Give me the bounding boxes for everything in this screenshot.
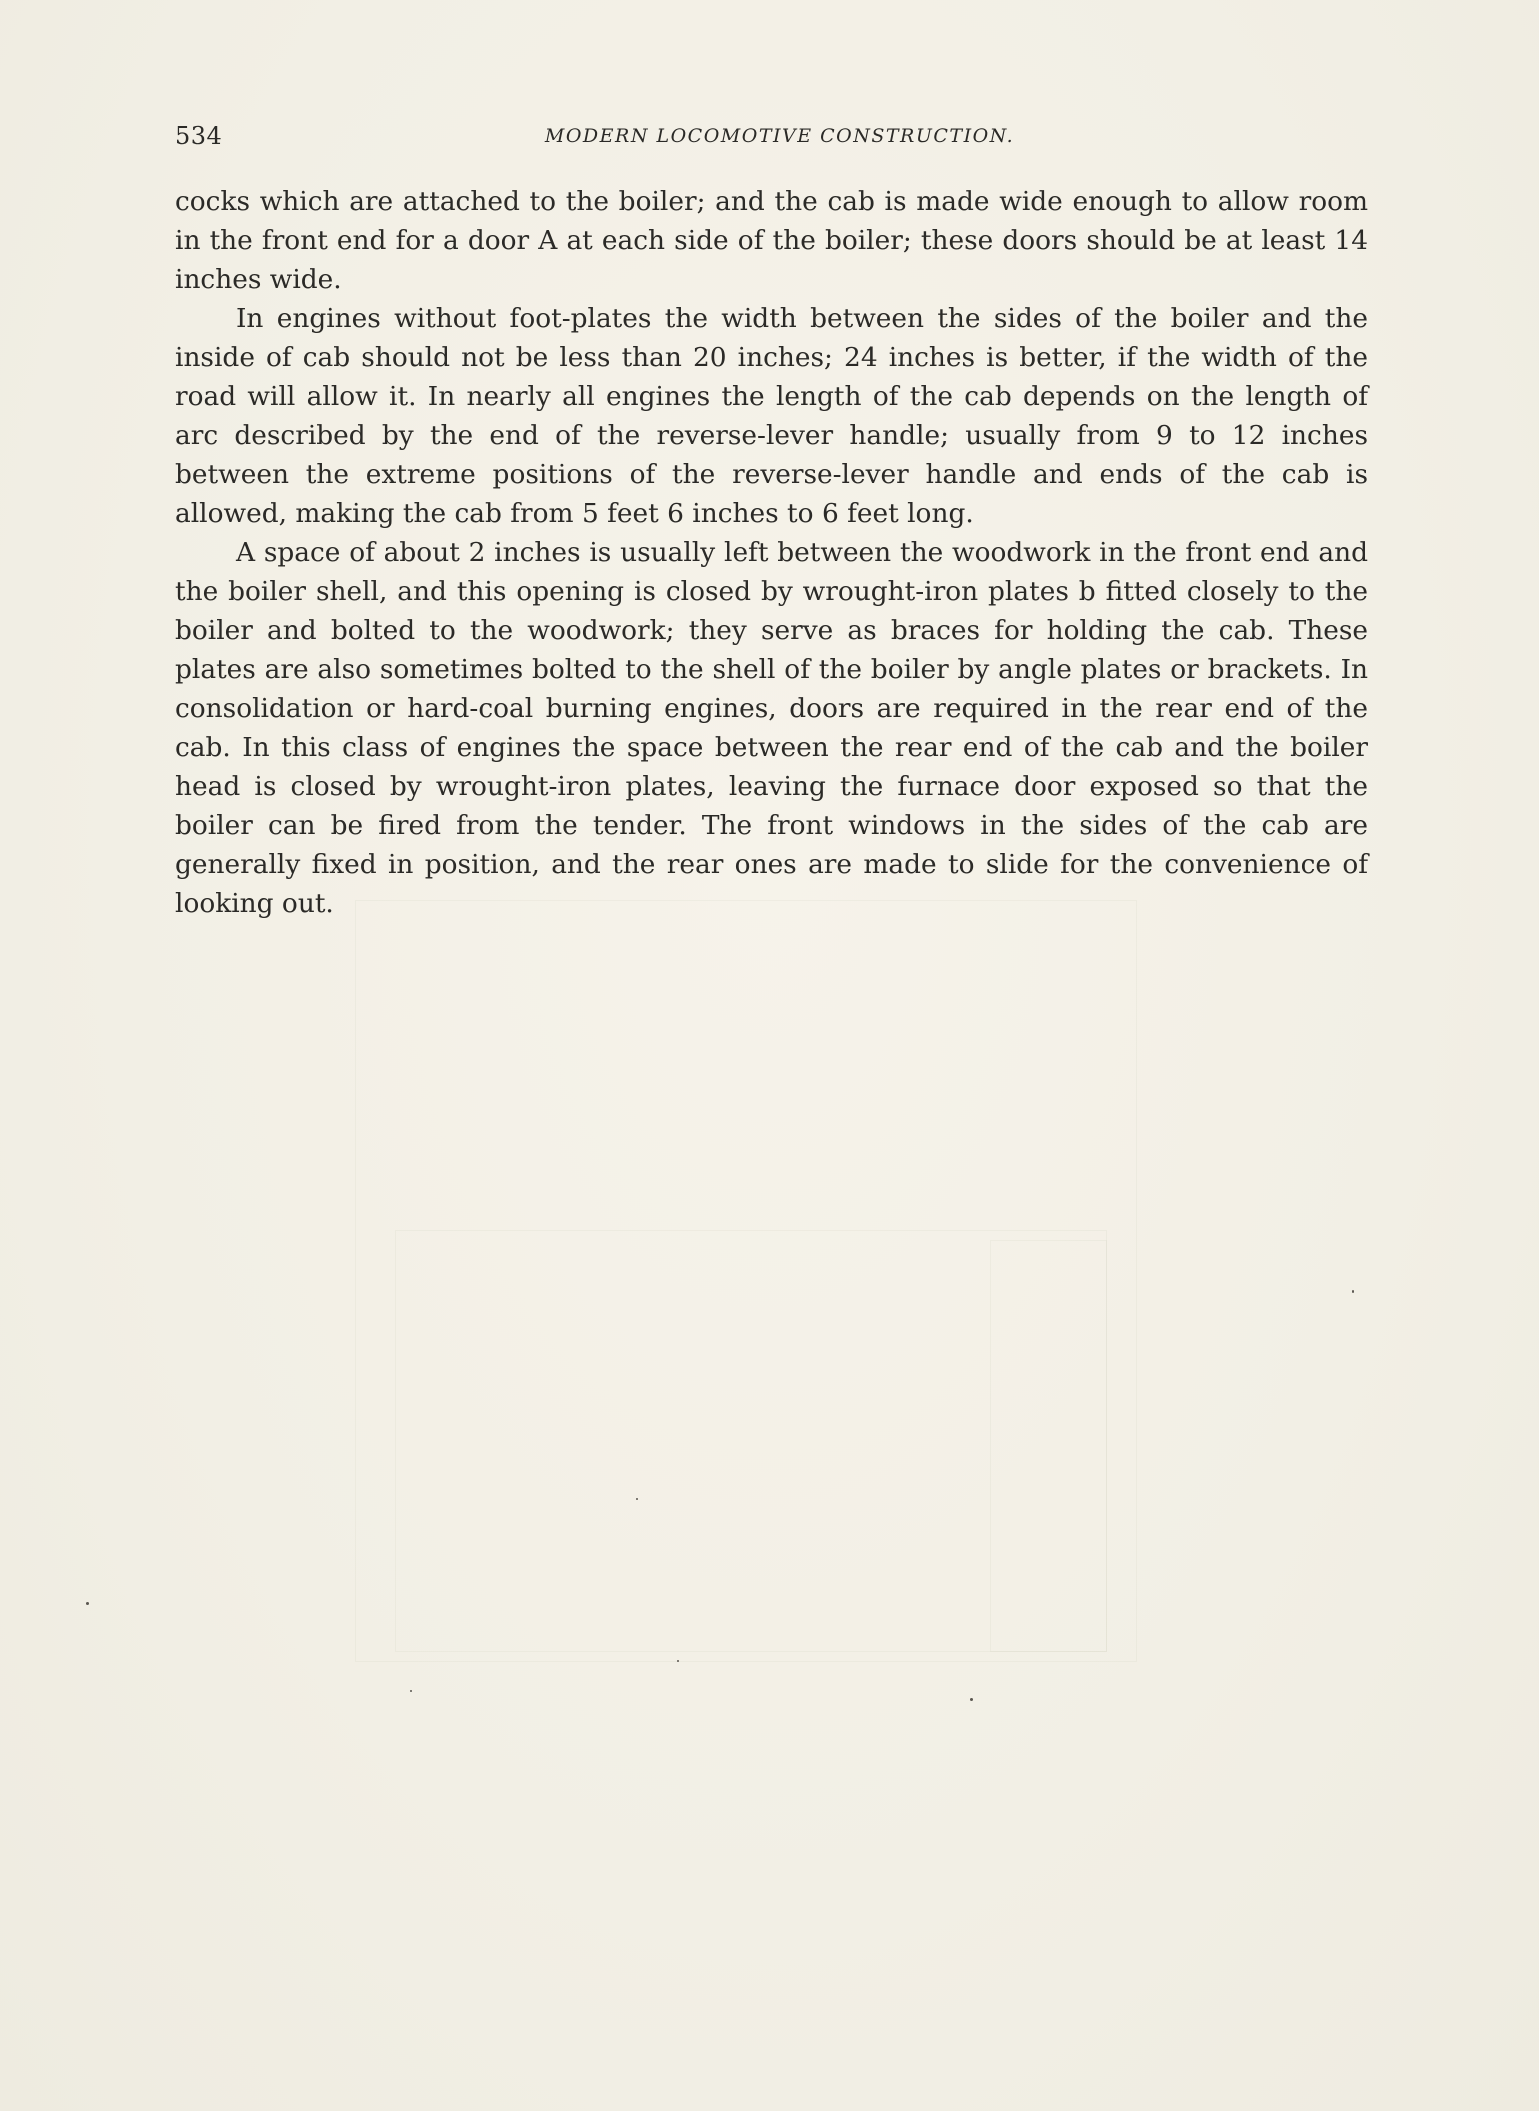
paragraph-1: cocks which are attached to the boiler; and the cab is made wide enough to allow room in the front end for a door A at each side of the boiler; these doors should be at least 14 inches wide.: [175, 186, 1368, 295]
paper-speck: [1352, 1290, 1354, 1293]
body-text: [175, 182, 1368, 923]
paper-speck: [410, 1690, 412, 1692]
paragraph-2: In engines without foot-plates the width between the sides of the boiler and the inside of cab should not be less than 20 inches; 24 inches is better, if the width of the road will allow it. In nearly all engines the length of the cab depends on the length of arc described by the end of the reverse-lever handle; usually from 9 to 12 inches between the extreme positions of the reverse-lever handle and ends of the cab is allowed, making the cab from 5 feet 6 inches to 6 feet long.: [175, 303, 1368, 529]
paper-speck: [970, 1698, 973, 1701]
paragraph-3: A space of about 2 inches is usually left between the woodwork in the front end and the boiler shell, and this opening is closed by wrought-iron plates b fitted closely to the boiler and bolted to the woodwork; they serve as braces for holding the cab. These plates are also sometimes bolted to the shell of the boiler by angle plates or brackets. In consolidation or hard-coal burning engines, doors are required in the rear end of the cab. In this class of engines the space between the rear end of the cab and the boiler head is closed by wrought-iron plates, leaving the furnace door exposed so that the boiler can be fired from the tender. The front windows in the sides of the cab are generally fixed in position, and the rear ones are made to slide for the convenience of looking out.: [175, 537, 1368, 919]
show-through-figure-detail: [990, 1240, 1107, 1652]
paper-speck: [636, 1498, 638, 1500]
page-header: [175, 120, 1368, 156]
paper-speck: [86, 1602, 89, 1605]
paper-speck: [677, 1660, 679, 1662]
page-number: 534: [175, 122, 223, 150]
running-title: MODERN LOCOMOTIVE CONSTRUCTION.: [544, 125, 1015, 147]
